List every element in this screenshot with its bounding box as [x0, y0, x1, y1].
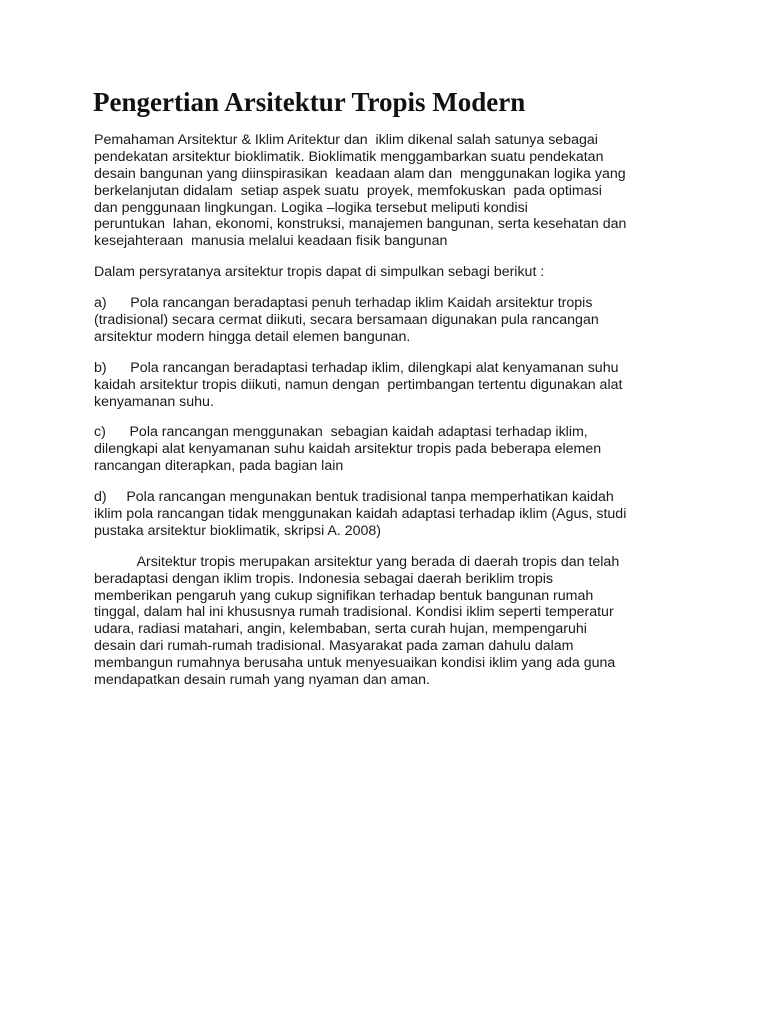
list-item-d	[94, 489, 694, 540]
text-line: memberikan pengaruh yang cukup signifikan terhadap bentuk bangunan rumah	[94, 587, 594, 604]
page-title: Pengertian Arsitektur Tropis Modern	[93, 87, 526, 117]
summary-lead-paragraph	[94, 264, 694, 281]
text-line: Arsitektur tropis merupakan arsitektur yang berada di daerah tropis dan telah	[94, 553, 620, 570]
text-line: kenyamanan suhu.	[94, 393, 214, 410]
text-line: desain bangunan yang diinspirasikan keadaan alam dan menggunakan logika yang	[94, 165, 626, 182]
text-line: Dalam persyratanya arsitektur tropis dapat di simpulkan sebagi berikut :	[94, 264, 545, 281]
text-line: rancangan diterapkan, pada bagian lain	[94, 458, 344, 475]
text-line: pustaka arsitektur bioklimatik, skripsi A. 2008)	[94, 522, 382, 539]
closing-paragraph	[94, 554, 694, 689]
text-line: dilengkapi alat kenyamanan suhu kaidah arsitektur tropis pada beberapa elemen	[94, 441, 602, 458]
list-item-c	[94, 424, 694, 475]
text-line: peruntukan lahan, ekonomi, konstruksi, manajemen bangunan, serta kesehatan dan	[94, 216, 627, 233]
text-line: d) Pola rancangan mengunakan bentuk tradisional tanpa memperhatikan kaidah	[94, 489, 614, 506]
text-line: b) Pola rancangan beradaptasi terhadap iklim, dilengkapi alat kenyamanan suhu	[94, 359, 619, 376]
text-line: iklim pola rancangan tidak menggunakan kaidah adaptasi terhadap iklim (Agus, studi	[94, 506, 627, 523]
text-line: dan penggunaan lingkungan. Logika –logika tersebut meliputi kondisi	[94, 199, 528, 216]
text-line: c) Pola rancangan menggunakan sebagian kaidah adaptasi terhadap iklim,	[94, 424, 588, 441]
text-line: Pemahaman Arsitektur & Iklim Aritektur dan iklim dikenal salah satunya sebagai	[94, 132, 598, 148]
text-line: tinggal, dalam hal ini khususnya rumah tradisional. Kondisi iklim seperti temperatur	[94, 604, 614, 621]
text-line: beradaptasi dengan iklim tropis. Indonesia sebagai daerah beriklim tropis	[94, 570, 553, 587]
document-body	[94, 132, 694, 703]
list-item-b	[94, 360, 694, 411]
text-line: a) Pola rancangan beradaptasi penuh terhadap iklim Kaidah arsitektur tropis	[94, 295, 593, 312]
list-item-a	[94, 295, 694, 346]
text-line: arsitektur modern hingga detail elemen bangunan.	[94, 328, 411, 345]
text-line: kaidah arsitektur tropis diikuti, namun dengan pertimbangan tertentu digunakan alat	[94, 376, 623, 393]
text-line: desain dari rumah-rumah tradisional. Masyarakat pada zaman dahulu dalam	[94, 638, 574, 655]
text-line: (tradisional) secara cermat diikuti, secara bersamaan digunakan pula rancangan	[94, 312, 599, 329]
text-line: kesejahteraan manusia melalui keadaan fisik bangunan	[94, 233, 448, 250]
text-line: udara, radiasi matahari, angin, kelembaban, serta curah hujan, mempengaruhi	[94, 621, 587, 638]
text-line: pendekatan arsitektur bioklimatik. Bioklimatik menggambarkan suatu pendekatan	[94, 148, 604, 165]
text-line: membangun rumahnya berusaha untuk menyesuaikan kondisi iklim yang ada guna	[94, 655, 616, 672]
text-line: mendapatkan desain rumah yang nyaman dan aman.	[94, 672, 430, 689]
intro-paragraph	[94, 132, 694, 250]
text-line: berkelanjutan didalam setiap aspek suatu proyek, memfokuskan pada optimasi	[94, 182, 602, 199]
